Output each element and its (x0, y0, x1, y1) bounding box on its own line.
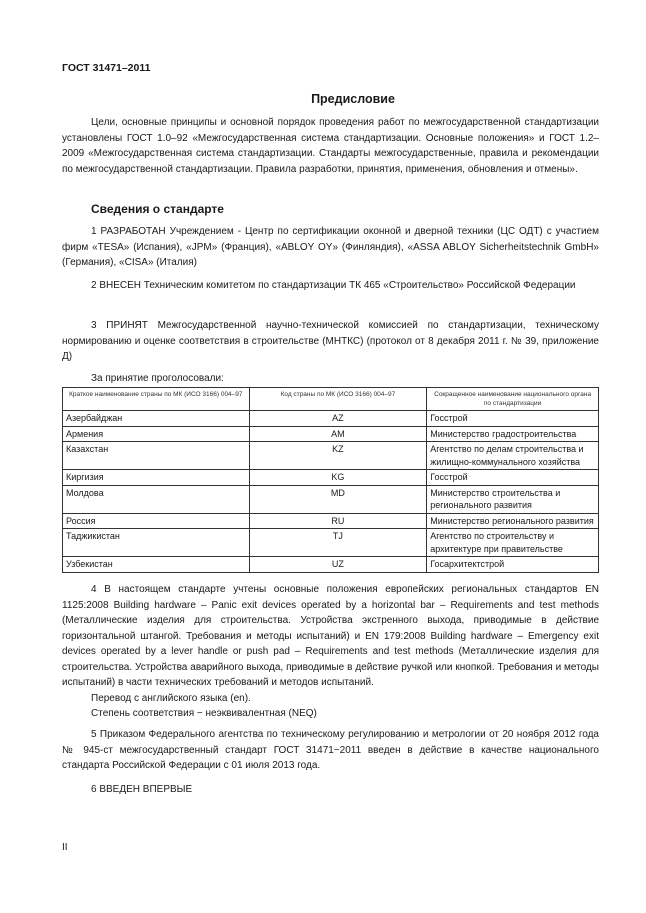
cell-country: Россия (63, 513, 250, 529)
item-1 (62, 224, 599, 271)
table-row (63, 513, 599, 529)
item-2 (62, 278, 599, 294)
item-1-text: 1 РАЗРАБОТАН Учреждением - Центр по сертификации оконной и дверной техники (ЦС ОДТ) с участием фирм «TESA» (Испания), «JPM» (Франция), «ABLOY OY» (Финляндия), «ASSA ABLOY Sicherheitstechnik GmbH» (Германия), «CISA» (Италия) (62, 226, 599, 268)
cell-body: Министерство градостроительства (427, 426, 599, 442)
standard-info-heading: Сведения о стандарте (91, 202, 224, 216)
item-3 (62, 318, 599, 365)
cell-country: Киргизия (63, 470, 250, 486)
cell-body: Агентство по строительству и архитектуре при правительстве (427, 529, 599, 557)
item-2-text: 2 ВНЕСЕН Техническим комитетом по стандартизации ТК 465 «Строительство» Российской Федерации (91, 280, 576, 291)
table-row (63, 485, 599, 513)
voting-table (62, 387, 599, 573)
cell-code: AM (249, 426, 427, 442)
cell-code: KZ (249, 442, 427, 470)
cell-country: Азербайджан (63, 411, 250, 427)
cell-body: Госархитектстрой (427, 557, 599, 573)
cell-country: Таджикистан (63, 529, 250, 557)
cell-country: Молдова (63, 485, 250, 513)
item-5 (62, 727, 599, 774)
cell-country: Армения (63, 426, 250, 442)
cell-body: Министерство строительства и регионального развития (427, 485, 599, 513)
document-header: ГОСТ 31471–2011 (62, 62, 151, 74)
cell-body: Госстрой (427, 470, 599, 486)
cell-code: TJ (249, 529, 427, 557)
item-6 (62, 782, 599, 798)
cell-country: Казахстан (63, 442, 250, 470)
item-4-text: 4 В настоящем стандарте учтены основные положения европейских региональных стандартов EN 1125:2008 Building hardware – Panic exit devices operated by a horizontal bar – Requirements and test methods (Металлические изделия для строительства. Устройства экстренного выхода, приводимые в действие горизонтальной штангой. Требования и методы испытаний) и EN 179:2008 Building hardware – Emergency exit devices operated by a lever handle or push pad – Requirements and test methods (Металлические изделия для строительства. Устройства аварийного выхода, приводимые в действие ручкой или кнопкой. Требования и методы испытаний) в части технических требований и методов испытаний. (62, 584, 599, 688)
cell-code: UZ (249, 557, 427, 573)
preface-title: Предисловие (311, 92, 395, 106)
cell-country: Узбекистан (63, 557, 250, 573)
page-number: II (62, 842, 68, 853)
table-row (63, 470, 599, 486)
item-4 (62, 582, 599, 722)
cell-code: KG (249, 470, 427, 486)
cell-body: Агентство по делам строительства и жилищно-коммунального хозяйства (427, 442, 599, 470)
table-row (63, 411, 599, 427)
item-6-text: 6 ВВЕДЕН ВПЕРВЫЕ (91, 784, 193, 795)
vote-caption: За принятие проголосовали: (91, 373, 224, 384)
table-header-row (63, 388, 599, 411)
item-5-text: 5 Приказом Федерального агентства по техническому регулированию и метрологии от 20 ноября 2012 года № 945-ст межгосударственный стандарт ГОСТ 31471−2011 введен в действие в качестве национального стандарта Российской Федерации с 01 июля 2013 года. (62, 729, 599, 771)
degree-note: Степень соответствия − неэквивалентная (NEQ) (91, 708, 317, 719)
table-row (63, 529, 599, 557)
table-row (63, 426, 599, 442)
preface-text: Цели, основные принципы и основной порядок проведения работ по межгосударственной стандартизации установлены ГОСТ 1.0–92 «Межгосударственная система стандартизации. Основные положения» и ГОСТ 1.2–2009 «Межгосударственная система стандартизации. Стандарты межгосударственные, правила и рекомендации по межгосударственной стандартизации. Правила разработки, принятия, применения, обновления и отмены». (62, 117, 599, 175)
header-body: Сокращенное наименование национального органа по стандартизации (427, 388, 599, 411)
header-code: Код страны по МК (ИСО 3166) 004–97 (249, 388, 427, 411)
translation-note: Перевод с английского языка (en). (91, 692, 251, 704)
table-row (63, 557, 599, 573)
preface-paragraph (62, 115, 599, 177)
cell-code: MD (249, 485, 427, 513)
cell-code: AZ (249, 411, 427, 427)
cell-body: Министерство регионального развития (427, 513, 599, 529)
item-3-text: 3 ПРИНЯТ Межгосударственной научно-технической комиссией по стандартизации, техническому нормированию и оценке соответствия в строительстве (МНТКС) (протокол от 8 декабря 2011 г. № 39, приложение Д) (62, 320, 599, 362)
cell-code: RU (249, 513, 427, 529)
table-row (63, 442, 599, 470)
cell-body: Госстрой (427, 411, 599, 427)
header-country: Краткое наименование страны по МК (ИСО 3166) 004–97 (63, 388, 250, 411)
